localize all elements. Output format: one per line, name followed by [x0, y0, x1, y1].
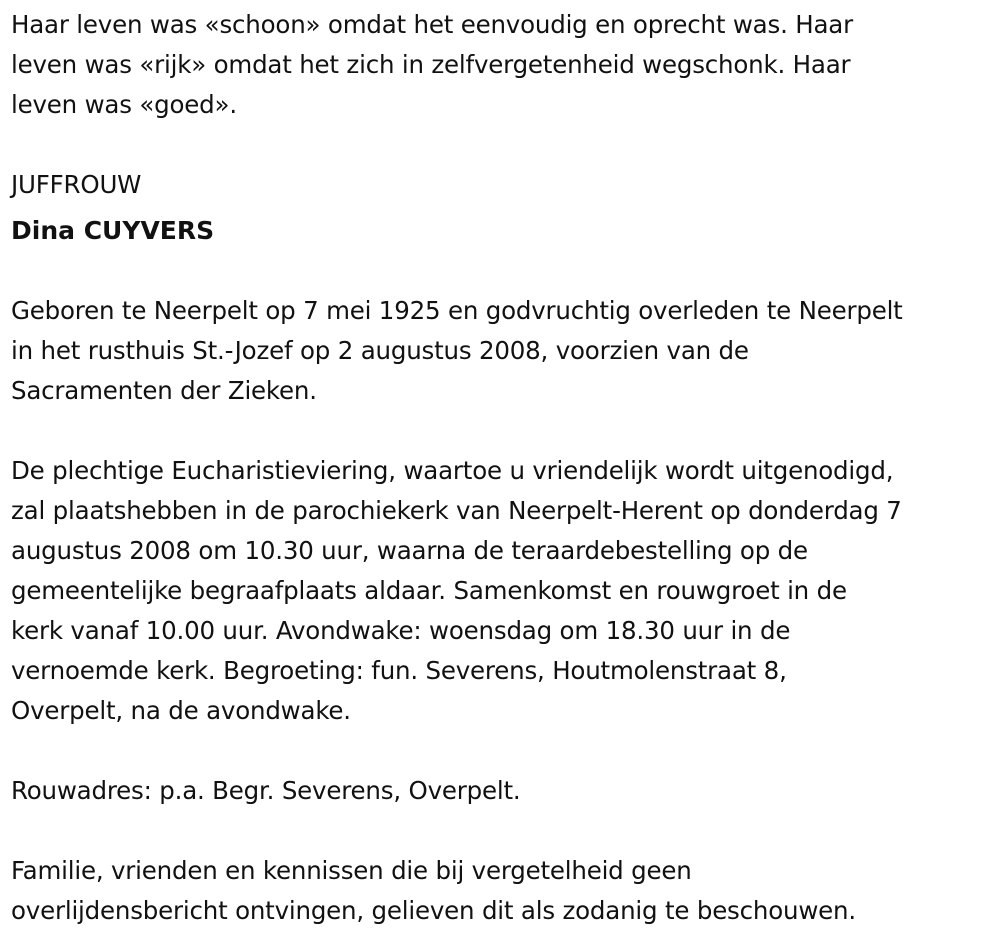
birth-death-paragraph: Geboren te Neerpelt op 7 mei 1925 en godvruchtig overleden te Neerpelt in het rusthuis St.-Jozef op 2 augustus 2008, voorzien van de Sacramenten der Zieken. — [11, 296, 903, 405]
spacer — [11, 811, 1000, 851]
address-paragraph: Rouwadres: p.a. Begr. Severens, Overpelt. — [11, 776, 521, 805]
closing-paragraph: Familie, vrienden en kennissen die bij vergetelheid geen overlijdensbericht ontvingen, gelieven dit als zodanig te beschouwen. — [11, 856, 856, 925]
spacer — [11, 125, 1000, 165]
title-prefix: JUFFROUW — [11, 170, 142, 199]
intro-paragraph: Haar leven was «schoon» omdat het eenvoudig en oprecht was. Haar leven was «rijk» omdat het zich in zelfvergetenheid wegschonk. Haar leven was «goed». — [11, 10, 853, 119]
spacer — [11, 411, 1000, 451]
spacer — [11, 731, 1000, 771]
spacer — [11, 251, 1000, 291]
deceased-name: Dina CUYVERS — [11, 216, 215, 245]
ceremony-paragraph: De plechtige Eucharistieviering, waartoe u vriendelijk wordt uitgenodigd, zal plaatshebben in de parochiekerk van Neerpelt-Herent op donderdag 7 augustus 2008 om 10.30 uur, waarna de teraardebestelling op de gemeentelijke begraafplaats aldaar. Samenkomst en rouwgroet in de kerk vanaf 10.00 uur. Avondwake: woensdag om 18.30 uur in de vernoemde kerk. Begroeting: fun. Severens, Houtmolenstraat 8, Overpelt, na de avondwake. — [11, 456, 902, 725]
